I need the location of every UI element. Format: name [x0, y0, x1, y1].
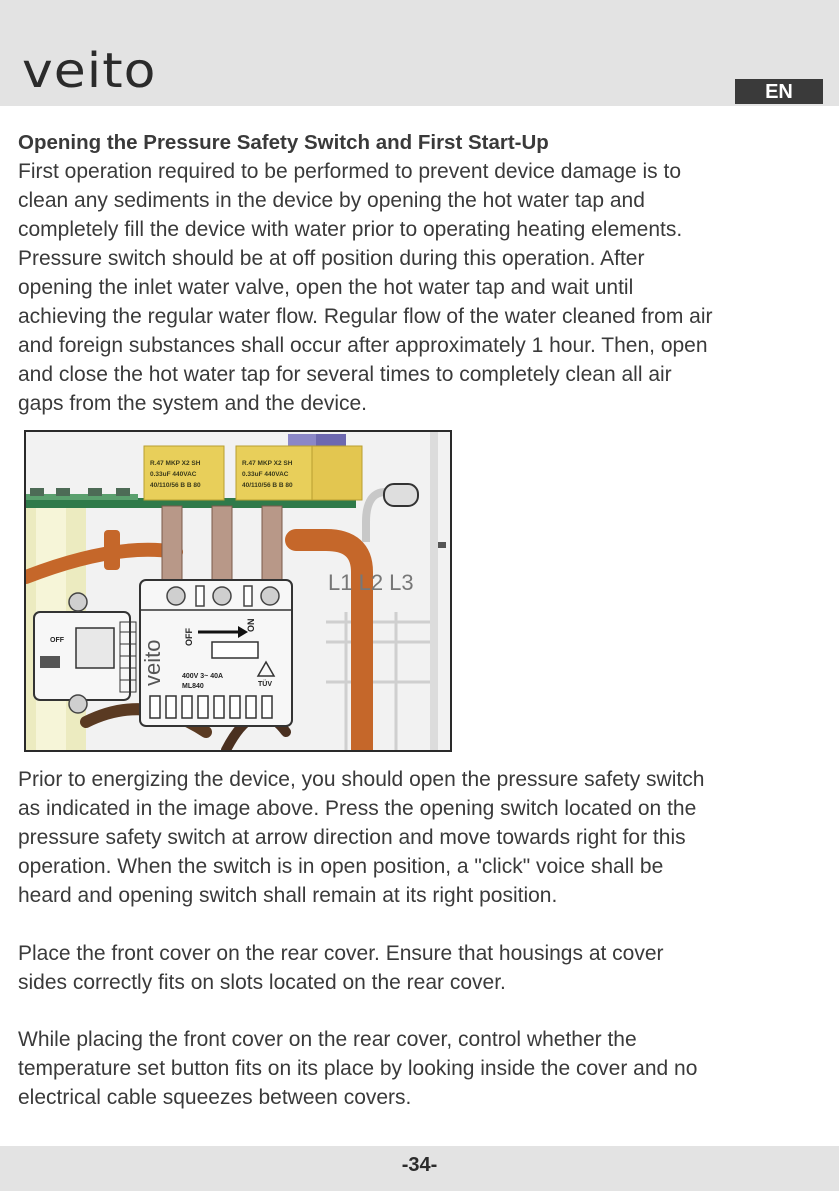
intro-line: completely fill the device with water prior to operating heating elements. [18, 218, 683, 241]
intro-line: achieving the regular water flow. Regular flow of the water cleaned from air [18, 305, 713, 328]
intro-line: clean any sediments in the device by opening the hot water tap and [18, 189, 645, 212]
text-line: electrical cable squeezes between covers. [18, 1086, 412, 1109]
intro-line: Pressure switch should be at off position during this operation. After [18, 247, 645, 270]
brand-logo: veito [22, 44, 157, 100]
switch-rating: 400V 3~ 40A [182, 673, 224, 680]
capacitor-1-line-1: R.47 MKP X2 SH [150, 460, 201, 467]
text-line: While placing the front cover on the rear cover, control whether the [18, 1028, 637, 1051]
intro-line: and foreign substances shall occur after approximately 1 hour. Then, open [18, 334, 708, 357]
side-off-label: OFF [50, 637, 64, 644]
paragraph-open-switch [18, 765, 823, 910]
text-line: pressure safety switch at arrow direction and move towards right for this [18, 826, 686, 849]
text-line: as indicated in the image above. Press the opening switch located on the [18, 797, 697, 820]
text-line: operation. When the switch is in open position, a "click" voice shall be [18, 855, 664, 878]
intro-line: First operation required to be performed to prevent device damage is to [18, 160, 682, 183]
capacitor-1-line-3: 40/110/56 B B 80 [150, 482, 201, 489]
switch-on-label: ON [246, 618, 256, 632]
language-badge: EN [735, 79, 823, 104]
intro-line: gaps from the system and the device. [18, 392, 368, 415]
page-number: -34- [401, 1154, 438, 1176]
capacitor-2-line-2: 0.33uF 440VAC [242, 471, 289, 478]
intro-section [18, 128, 823, 418]
phase-labels: L1 L2 L3 [328, 570, 414, 595]
capacitor-2-line-1: R.47 MKP X2 SH [242, 460, 293, 467]
switch-model: ML840 [182, 683, 204, 690]
section-heading: Opening the Pressure Safety Switch and First Start-Up [18, 131, 549, 154]
switch-off-label: OFF [184, 628, 194, 646]
switch-brand: veito [140, 639, 165, 686]
capacitor-2-line-3: 40/110/56 B B 80 [242, 482, 293, 489]
intro-line: opening the inlet water valve, open the hot water tap and wait until [18, 276, 634, 299]
text-line: Place the front cover on the rear cover. Ensure that housings at cover [18, 941, 664, 965]
paragraph-temperature-button [18, 1025, 823, 1112]
intro-paragraph [18, 157, 823, 418]
pressure-switch-photo [24, 430, 452, 752]
pressure-switch-illustration [26, 432, 450, 750]
text-line: temperature set button fits on its place by looking inside the cover and no [18, 1057, 698, 1080]
text-line: Prior to energizing the device, you should open the pressure safety switch [18, 768, 705, 791]
instructions-section [18, 765, 823, 1141]
text-line: heard and opening switch shall remain at its right position. [18, 884, 558, 907]
capacitor-1-line-2: 0.33uF 440VAC [150, 471, 197, 478]
switch-cert: TÜV [258, 681, 272, 688]
paragraph-front-cover [18, 939, 823, 997]
text-line: sides correctly fits on slots located on the rear cover. [18, 970, 506, 994]
intro-line: and close the hot water tap for several times to completely clean all air [18, 363, 672, 386]
page-header [0, 0, 839, 106]
